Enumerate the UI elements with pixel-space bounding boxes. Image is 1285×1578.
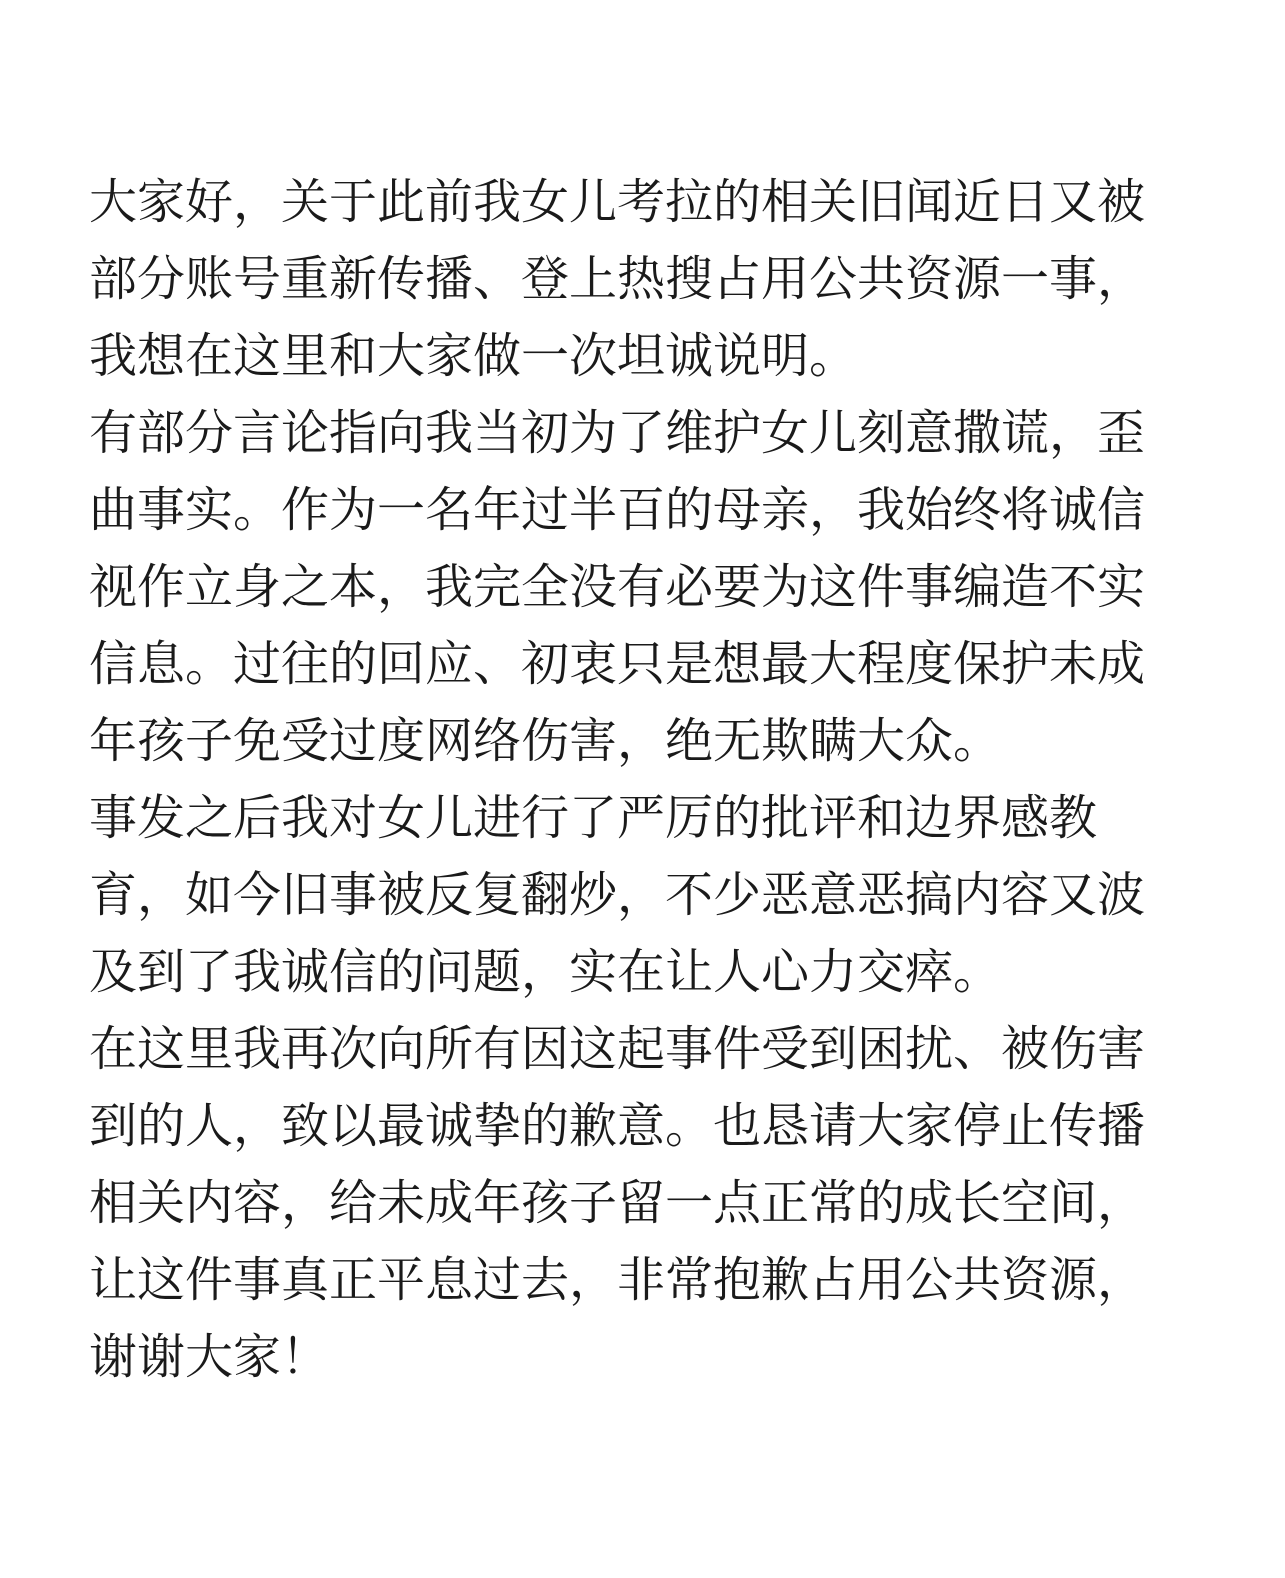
text-line: 让这件事真正平息过去，非常抱歉占用公共资源， (89, 1252, 1146, 1308)
text-line: 视作立身之本，我完全没有必要为这件事编造不实 (89, 559, 1146, 615)
text-line: 事发之后我对女儿进行了严厉的批评和边界感教 (89, 790, 1098, 846)
text-line: 部分账号重新传播、登上热搜占用公共资源一事， (89, 251, 1146, 307)
text-line: 谢谢大家！ (89, 1329, 330, 1385)
text-line: 年孩子免受过度网络伤害，绝无欺瞒大众。 (89, 713, 1002, 769)
text-line: 信息。过往的回应、初衷只是想最大程度保护未成 (89, 636, 1146, 692)
text-line: 曲事实。作为一名年过半百的母亲，我始终将诚信 (89, 482, 1146, 538)
paragraph-2 (89, 395, 1199, 780)
text-line: 及到了我诚信的问题，实在让人心力交瘁。 (89, 944, 1002, 1000)
paragraph-4 (89, 1011, 1199, 1396)
text-line: 到的人，致以最诚挚的歉意。也恳请大家停止传播 (89, 1098, 1146, 1154)
text-line: 相关内容，给未成年孩子留一点正常的成长空间， (89, 1175, 1146, 1231)
text-line: 有部分言论指向我当初为了维护女儿刻意撒谎，歪 (89, 405, 1146, 461)
paragraph-3 (89, 780, 1199, 1011)
text-line: 大家好，关于此前我女儿考拉的相关旧闻近日又被 (89, 174, 1146, 230)
paragraph-1 (89, 164, 1199, 395)
text-line: 我想在这里和大家做一次坦诚说明。 (89, 328, 858, 384)
text-line: 育，如今旧事被反复翻炒，不少恶意恶搞内容又波 (89, 867, 1146, 923)
statement-text (89, 164, 1199, 1396)
text-line: 在这里我再次向所有因这起事件受到困扰、被伤害 (89, 1021, 1146, 1077)
